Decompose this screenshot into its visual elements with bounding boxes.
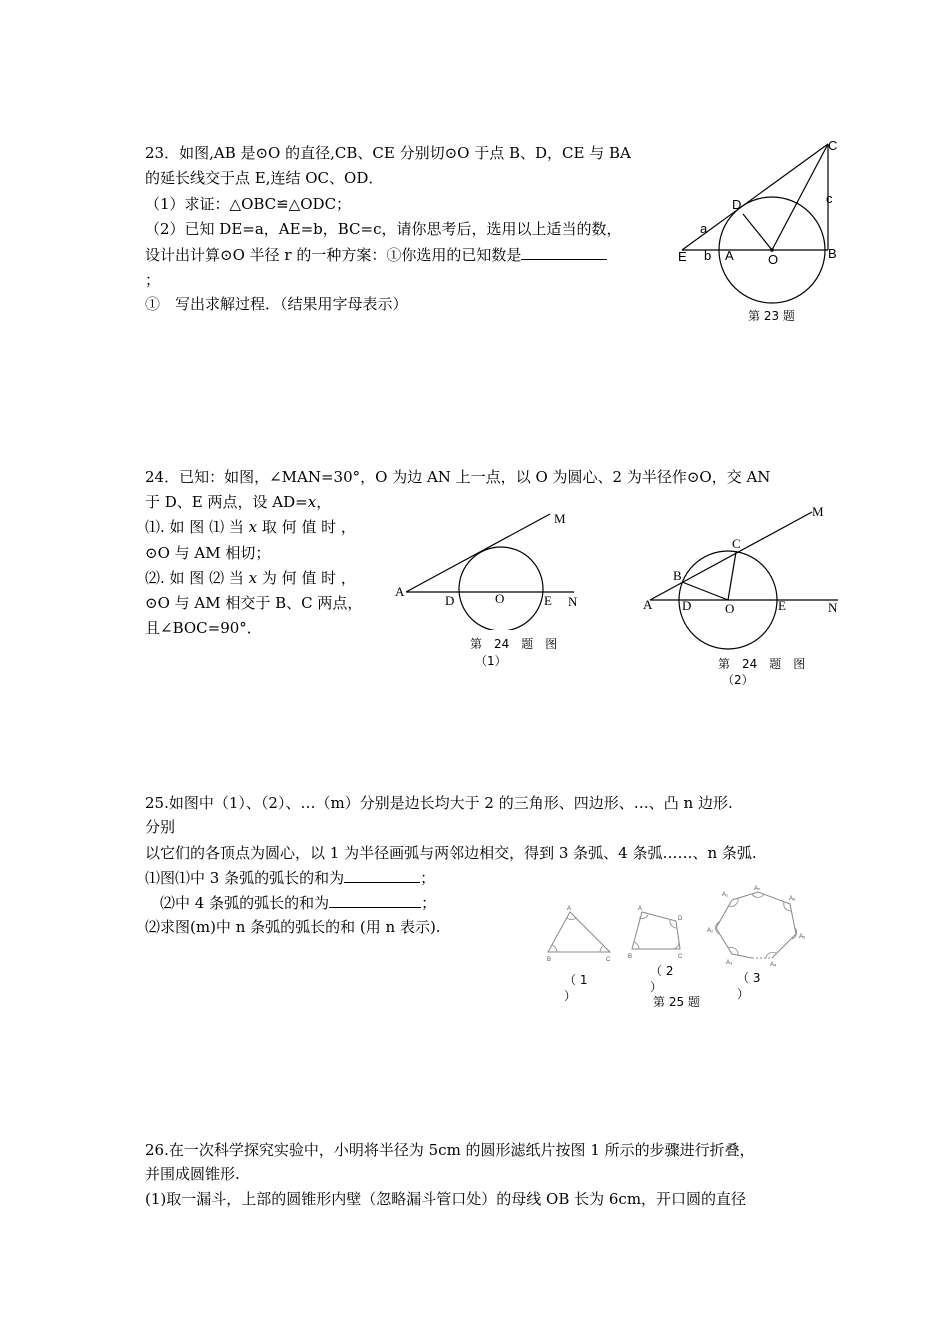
q24-line6: ⊙O 与 AM 相交于 B、C 两点， [145,594,363,612]
q24f1-label-D: D [445,593,455,608]
q23-line6: ； [145,271,161,289]
q24-line7: 且∠BOC=90°． [145,619,262,637]
q23-line3: （1）求证：△OBC≌△ODC； [145,195,352,213]
q24-line3 [145,517,356,537]
q25-caption-3b: ） [737,987,750,1001]
q23-line5-text: 设计出计算⊙O 半径 r 的一种方案：①你选用的已知数是 [145,246,522,264]
q25f3-path-left [716,900,752,958]
q26-line1: 26.在一次科学探究实验中，小明将半径为 5cm 的圆形滤纸片按图 1 所示的步骤进行折叠， [145,1141,755,1159]
q25f1-arc-c [600,946,603,952]
q25-figure-3 [702,882,814,970]
q24f2-label-C: C [732,536,741,551]
q25f1-label-B: B [547,957,552,963]
q25f1-label-C: C [606,957,611,963]
q25-caption-1: （ 1 [564,973,588,987]
q24-line5-a: ⑵. 如 图 ⑵ 当 [145,569,249,587]
q23-label-a: a [700,221,708,236]
q24-figure-2 [640,500,845,650]
q25-line4-text: ⑴图⑴中 3 条弧的弧长的和为 [145,869,345,887]
q23-figure [668,130,853,335]
q24-line2-text: 于 D、E 两点，设 AD= [145,493,308,511]
q24f2-line-oc [728,552,736,600]
q26-line3: (1)取一漏斗，上部的圆锥形内壁（忽略漏斗管口处）的母线 OB 长为 6cm，开口圆的直径 [145,1190,747,1208]
q25f1-arc-a [567,918,576,920]
q25-figure-2 [624,902,692,962]
q24-line3-a: ⑴. 如 图 ⑴ 当 [145,518,249,536]
q25f3-arc-an [752,894,764,897]
q25f3-label-A1: A₁ [722,892,729,898]
q24-line3-b: 取 何 值 时 ， [257,518,356,536]
q23-label-b: b [704,248,712,263]
q23-label-C: C [828,138,838,153]
q24f1-caption-1: 第 24 题 图 [470,637,558,651]
q24f2-label-N: N [828,600,838,615]
q25-line5 [160,893,436,913]
q23-label-E: E [678,249,687,264]
q23-label-D: D [732,197,742,212]
q25-caption-3: （ 3 [737,971,761,985]
q25f3-path-right [732,892,796,958]
q23-caption: 第 23 题 [748,309,795,323]
q24f2-label-M: M [812,504,824,519]
q24f1-label-A: A [395,584,405,599]
q25f1-label-A: A [567,906,572,912]
q25-line2: 分别 [145,818,176,836]
q24f1-label-E: E [544,593,552,608]
q25-line5-end: ； [421,894,437,912]
q24f2-label-B: B [673,568,682,583]
q24f2-caption-1: 第 24 题 图 [718,657,806,671]
q25-caption: 第 25 题 [653,995,700,1009]
q25-caption-1b: ） [564,989,577,1003]
q25f1-triangle [548,912,610,952]
q23-label-B: B [828,246,837,261]
q25f2-arc-c [673,942,679,949]
q25f3-label-A6: A₆ [789,896,796,902]
q23-label-c: c [826,191,833,206]
q23-line2: 的延长线交于点 E,连结 OC、OD． [145,169,384,187]
q24-line5 [145,568,356,588]
q25f2-arc-b [634,942,639,949]
q23-label-O: O [768,252,779,267]
q24-line4: ⊙O 与 AM 相切； [145,544,271,562]
q25-line4 [145,868,435,888]
q24-var-x2: x [248,518,258,536]
q25f3-label-A4: A₄ [770,962,777,968]
q23-line7: ① 写出求解过程．（结果用字母表示） [145,295,408,313]
q24-line2 [145,492,331,512]
q24f2-line-am [650,512,812,600]
q25-blank-1[interactable] [344,868,420,883]
q24f1-label-N: N [568,594,578,609]
q25-caption-2: （ 2 [650,964,674,978]
q24f2-label-A: A [643,597,653,612]
q24f2-label-E: E [778,598,786,613]
q24-line1: 24．已知：如图，∠MAN=30°，O 为边 AN 上一点，以 O 为圆心、2 为半径作⊙O，交 AN [145,468,771,486]
q25f2-label-D: D [678,916,683,922]
q23-line-oc [772,144,828,250]
q24f2-caption-2: （2） [722,673,754,687]
q25-line3: 以它们的各顶点为圆心，以 1 为半径画弧与两邻边相交，得到 3 条弧、4 条弧……、n 条弧. [145,844,757,862]
q25-line1: 25.如图中（1）、（2）、…（m）分别是边长均大于 2 的三角形、四边形、…、凸 n 边形. [145,794,733,812]
q25f2-label-A: A [638,906,643,912]
q25-line4-end: ； [420,869,436,887]
q23-label-A: A [725,248,734,263]
q26-line2: 并围成圆锥形. [145,1165,240,1183]
q25f2-label-B: B [628,954,633,960]
q25f3-label-A2: A₂ [707,928,714,934]
q24-line2-end: ， [316,493,332,511]
q24f2-label-D: D [682,598,692,613]
q24f2-label-O: O [725,601,735,616]
q24f1-label-M: M [554,511,566,526]
q25f1-arc-b [552,945,557,952]
q23-line-od [743,214,772,250]
q25f2-label-C: C [678,954,683,960]
q24f1-caption-2: （1） [475,654,507,668]
q25f3-label-An: Aₙ [754,886,761,892]
q24-line5-b: 为 何 值 时 ， [257,569,356,587]
q25-blank-2[interactable] [329,893,421,908]
q25-caption-2b: ） [650,980,663,994]
q24-var-x: x [307,493,317,511]
q25f2-quad [632,912,680,949]
q25-line5-text: ⑵中 4 条弧的弧长的和为 [160,894,330,912]
q24f1-label-O: O [495,591,505,606]
q24-var-x3: x [248,569,258,587]
q25-line6: ⑵求图(m)中 n 条弧的弧长的和 (用 n 表示). [145,918,441,936]
q24f1-line-am [406,514,550,592]
q25f3-label-A5: A₅ [799,934,806,940]
q24-figure-1 [392,505,592,630]
q23-line5 [145,245,607,265]
q23-line1: 23．如图,AB 是⊙O 的直径,CB、CE 分别切⊙O 于点 B、D，CE 与 BA [145,144,631,162]
q23-line4: （2）已知 DE=a，AE=b，BC=c，请你思考后，选用以上适当的数， [145,220,622,238]
q25f3-label-A3: A₃ [726,960,733,966]
q25-figure-1 [540,902,618,964]
q23-answer-blank[interactable] [521,245,607,260]
q24f1-circle [459,547,543,630]
